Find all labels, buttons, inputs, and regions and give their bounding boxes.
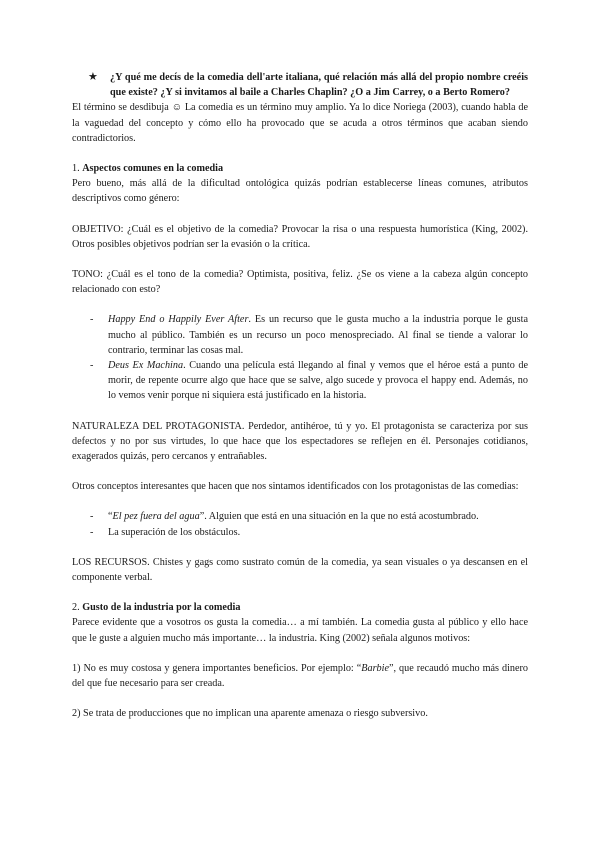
section-1-title: Aspectos comunes en la comedia — [82, 163, 224, 175]
dash-marker: - — [90, 526, 94, 538]
dash-marker: - — [90, 511, 94, 523]
point-1-paragraph — [72, 661, 528, 691]
list-item-title: Deus Ex Machina — [108, 360, 184, 372]
list-item-title: Happy End o Happily Ever After — [108, 314, 249, 326]
list-item-text: . Es un recurso que le gusta mucho a la industria porque le gusta mucho al público. También es un recurso un poco menospreciado. Al final se tiende a valorar lo contrario, terminar las cosas mal. — [108, 314, 529, 356]
dash-marker: - — [90, 314, 94, 326]
section-1-heading — [72, 161, 528, 176]
objetivo-paragraph: OBJETIVO: ¿Cuál es el objetivo de la comedia? Provocar la risa o una respuesta humorística (King, 2002). Otros posibles objetivos podrían ser la evasión o la crítica. — [72, 223, 528, 250]
point-1-text-a: 1) No es muy costosa y genera importantes beneficios. Por ejemplo: “ — [72, 662, 362, 674]
point-1-text-b: ”, que recaudó mucho más dinero del que fue necesario para ser creada. — [72, 662, 529, 690]
document-body — [72, 70, 528, 722]
otros-paragraph: Otros conceptos interesantes que hacen que nos sintamos identificados con los protagonistas de las comedias: — [72, 481, 519, 493]
list-item-text: La superación de los obstáculos. — [108, 526, 241, 538]
section-1-intro: Pero bueno, más allá de la dificultad ontológica quizás podrían establecerse líneas comunes, atributos descriptivos como género: — [72, 178, 528, 205]
dash-marker: - — [90, 360, 94, 372]
list-item — [72, 312, 528, 358]
point-1-title: Barbie — [361, 662, 389, 674]
question-paragraph — [72, 70, 528, 100]
list-item — [72, 509, 528, 524]
tono-paragraph: TONO: ¿Cuál es el tono de la comedia? Optimista, positiva, feliz. ¿Se os viene a la cabeza algún concepto relacionado con esto? — [72, 269, 528, 296]
recursos-paragraph: LOS RECURSOS. Chistes y gags como sustrato común de la comedia, ya sean visuales o ya descansen en el componente verbal. — [72, 556, 528, 584]
star-bullet-icon: ★ — [88, 71, 98, 83]
quote-open: “ — [108, 511, 113, 523]
intro-paragraph: El término se desdibuja ☺ La comedia es un término muy amplio. Ya lo dice Noriega (2003), cuando habla de la vaguedad del concepto y cómo ello ha provocado que se acuda a otros términos que acaban siendo contradictorios. — [72, 102, 528, 144]
naturaleza-paragraph: NATURALEZA DEL PROTAGONISTA. Perdedor, antihéroe, tú y yo. El protagonista se caracteriza por sus defectos y no por sus virtudes, lo que hace que los espectadores se reflejen en él. Personajes cotidianos, exagerados quizás, pero cercanos y entrañables. — [72, 420, 528, 463]
section-2-heading — [72, 600, 528, 615]
list-item-text: ”. Alguien que está en una situación en la que no está acostumbrado. — [199, 511, 479, 523]
list-item-text: . Cuando una película está llegando al final y vemos que el héroe está a punto de morir, de repente ocurre algo que hace que se salve, algo sucede y provoca el happy end. Además, no lo vemos venir porque ni siquiera está justificado en la historia. — [108, 360, 528, 402]
tono-list — [72, 312, 528, 403]
list-item — [72, 358, 528, 404]
point-2-paragraph: 2) Se trata de producciones que no implican una aparente amenaza o riesgo subversivo. — [72, 708, 428, 720]
question-text: ¿Y qué me decís de la comedia dell'arte italiana, qué relación más allá del propio nombre creéis que existe? ¿Y si invitamos al baile a Charles Chaplin? ¿O a Jim Carrey, o a Berto Romero? — [110, 72, 528, 99]
list-item — [72, 525, 528, 540]
section-1-number: 1. — [72, 163, 83, 175]
section-2-title: Gusto de la industria por la comedia — [82, 602, 241, 614]
section-2-intro: Parece evidente que a vosotros os gusta la comedia… a mí también. La comedia gusta al público y ello hace que le guste a alguien mucho más importante… la industria. King (2002) señala algunos motivos: — [72, 617, 528, 644]
otros-list — [72, 509, 528, 539]
section-2-number: 2. — [72, 602, 83, 614]
list-item-title: El pez fuera del agua — [112, 511, 200, 523]
